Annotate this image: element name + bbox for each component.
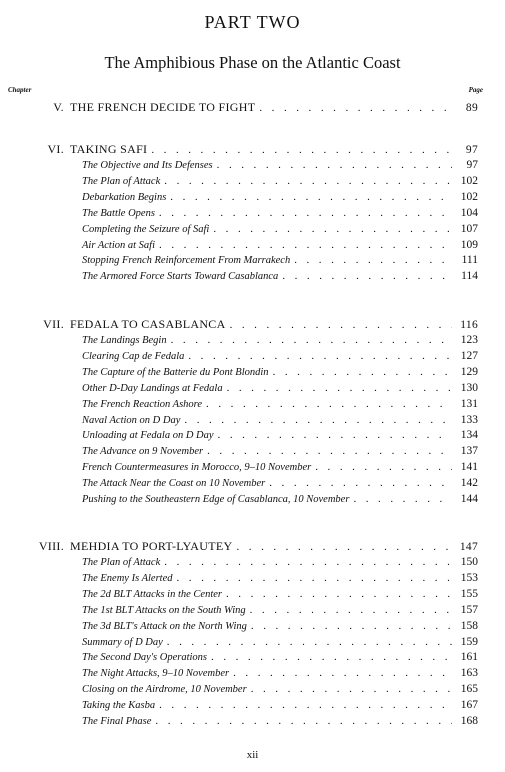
- toc-section-entry: [82, 157, 478, 173]
- toc-section-entry: [82, 221, 478, 237]
- page-number: 109: [460, 238, 478, 251]
- toc-section-entry: [82, 586, 478, 602]
- page-number: 165: [460, 683, 478, 696]
- dot-leader: [159, 237, 452, 253]
- toc-section-entry: [82, 205, 478, 221]
- dot-leader: [282, 268, 452, 284]
- section-title: Pushing to the Southeastern Edge of Casablanca, 10 November: [82, 494, 350, 505]
- dot-leader: [184, 412, 452, 428]
- dot-leader: [206, 396, 452, 412]
- page-number: 155: [460, 587, 478, 600]
- section-title: The Night Attacks, 9–10 November: [82, 668, 230, 680]
- section-title: The Enemy Is Alerted: [82, 572, 173, 584]
- section-title: The 3d BLT's Attack on the North Wing: [82, 620, 247, 632]
- dot-leader: [250, 602, 452, 618]
- section-title: Air Action at Safi: [82, 239, 156, 251]
- section-title: The Armored Force Starts Toward Casablanca: [82, 271, 279, 283]
- toc-chapter-entry: [38, 316, 478, 332]
- page-number: 167: [460, 699, 478, 712]
- dot-leader: [211, 649, 452, 665]
- dot-leader: [259, 100, 452, 116]
- dot-leader: [315, 459, 452, 475]
- page-number: 107: [460, 222, 478, 235]
- page-number: 150: [460, 556, 478, 568]
- section-title: The French Reaction Ashore: [82, 398, 203, 410]
- page-number: 142: [460, 477, 478, 490]
- dot-leader: [353, 491, 452, 507]
- page-number: 158: [460, 619, 478, 632]
- toc-section-entry: [82, 252, 478, 268]
- page-number: 104: [460, 206, 478, 219]
- page-number: 130: [460, 381, 478, 394]
- part-title: PART TWO: [204, 12, 301, 32]
- section-title: Completing the Seizure of Safi: [82, 223, 210, 235]
- section-title: Closing on the Airdrome, 10 November: [82, 684, 247, 696]
- page-number: 157: [460, 603, 478, 616]
- page-column-header: Page: [468, 86, 483, 94]
- page-number: 163: [460, 667, 478, 680]
- toc-section-entry: [82, 665, 478, 681]
- section-title: The Final Phase: [82, 716, 152, 727]
- dot-leader: [233, 665, 452, 681]
- section-title: The Plan of Attack: [82, 175, 161, 187]
- page-number: 137: [460, 445, 478, 458]
- dot-leader: [164, 554, 452, 570]
- page-number: 123: [460, 334, 478, 346]
- dot-leader: [230, 317, 452, 333]
- page-number: 127: [460, 349, 478, 362]
- toc-section-entry: [82, 681, 478, 697]
- page-number: 116: [460, 319, 478, 331]
- section-title: The Landings Begin: [82, 335, 167, 346]
- page-number: 133: [460, 413, 478, 426]
- page-number: 97: [465, 144, 478, 156]
- dot-leader: [227, 380, 452, 396]
- dot-leader: [155, 713, 452, 729]
- toc-chapter-entry: [38, 141, 478, 157]
- section-title: Stopping French Reinforcement From Marrakech: [82, 255, 291, 267]
- page-folio: xii: [246, 749, 259, 761]
- section-title: The Attack Near the Coast on 10 November: [82, 478, 266, 490]
- toc-section-entry: [82, 697, 478, 713]
- toc-section-entry: [82, 491, 478, 507]
- chapter-number: VII.: [43, 317, 64, 331]
- section-title: The Advance on 9 November: [82, 446, 204, 458]
- toc-section-entry: [82, 332, 478, 348]
- toc-section-entry: [82, 173, 478, 189]
- page-number: 134: [460, 429, 478, 442]
- chapter-title: FEDALA TO CASABLANCA: [70, 317, 226, 331]
- dot-leader: [159, 205, 452, 221]
- chapter-column-header: Chapter: [8, 86, 32, 94]
- toc-section-entry: [82, 475, 478, 491]
- dot-leader: [218, 427, 452, 443]
- page-number: 102: [460, 190, 478, 203]
- section-title: Naval Action on D Day: [82, 414, 181, 426]
- section-title: Debarkation Begins: [82, 191, 167, 203]
- section-title: The Capture of the Batterie du Pont Blondin: [82, 366, 269, 378]
- toc-section-entry: [82, 268, 478, 284]
- dot-leader: [188, 348, 452, 364]
- toc-section-entry: [82, 554, 478, 570]
- toc-chapter-entry: [38, 99, 478, 115]
- page-number: 141: [460, 461, 478, 474]
- dot-leader: [159, 697, 452, 713]
- dot-leader: [151, 142, 452, 158]
- toc-section-entry: [82, 380, 478, 396]
- dot-leader: [207, 443, 452, 459]
- toc-section-entry: [82, 348, 478, 364]
- dot-leader: [251, 681, 452, 697]
- section-title: Unloading at Fedala on D Day: [82, 430, 214, 442]
- page-number: 153: [460, 571, 478, 584]
- toc-section-entry: [82, 427, 478, 443]
- page-number: 114: [461, 270, 478, 283]
- page-number: 97: [466, 159, 478, 171]
- dot-leader: [167, 634, 452, 650]
- toc-section-entry: [82, 364, 478, 380]
- toc-section-entry: [82, 634, 478, 650]
- toc-section-entry: [82, 189, 478, 205]
- page-number: 111: [461, 254, 478, 267]
- toc-section-entry: [82, 443, 478, 459]
- page-number: 131: [460, 397, 478, 410]
- dot-leader: [226, 586, 452, 602]
- page-number: 159: [460, 635, 478, 648]
- page-number: 144: [460, 493, 478, 505]
- page-number: 89: [465, 102, 478, 114]
- dot-leader: [294, 252, 452, 268]
- page-number: 147: [459, 541, 478, 553]
- dot-leader: [251, 618, 452, 634]
- chapter-title: MEHDIA TO PORT-LYAUTEY: [70, 539, 233, 553]
- toc-section-entry: [82, 649, 478, 665]
- chapter-number: VIII.: [38, 539, 64, 553]
- toc-section-entry: [82, 713, 478, 729]
- dot-leader: [236, 539, 452, 555]
- toc-section-entry: [82, 237, 478, 253]
- dot-leader: [269, 475, 452, 491]
- toc-section-entry: [82, 618, 478, 634]
- toc-section-entry: [82, 570, 478, 586]
- chapter-title: THE FRENCH DECIDE TO FIGHT: [70, 100, 256, 114]
- dot-leader: [217, 157, 452, 173]
- section-title: Taking the Kasba: [82, 700, 156, 712]
- section-title: The 2d BLT Attacks in the Center: [82, 588, 222, 600]
- toc-section-entry: [82, 412, 478, 428]
- page-number: 161: [460, 651, 478, 664]
- section-title: The 1st BLT Attacks on the South Wing: [82, 604, 246, 616]
- chapter-title: TAKING SAFI: [70, 142, 148, 156]
- page-number: 129: [460, 365, 478, 378]
- chapter-number: V.: [53, 100, 64, 114]
- dot-leader: [171, 332, 452, 348]
- section-title: Summary of D Day: [82, 636, 163, 648]
- dot-leader: [213, 221, 452, 237]
- section-title: The Second Day's Operations: [82, 652, 208, 664]
- part-subtitle: The Amphibious Phase on the Atlantic Coast: [104, 53, 401, 72]
- section-title: The Battle Opens: [82, 207, 155, 219]
- dot-leader: [273, 364, 452, 380]
- toc-chapter-entry: [38, 538, 478, 554]
- toc-section-entry: [82, 396, 478, 412]
- section-title: The Objective and Its Defenses: [82, 160, 213, 171]
- section-title: Other D-Day Landings at Fedala: [82, 382, 223, 394]
- section-title: French Countermeasures in Morocco, 9–10 November: [82, 462, 312, 474]
- dot-leader: [164, 173, 452, 189]
- toc-section-entry: [82, 459, 478, 475]
- section-title: Clearing Cap de Fedala: [82, 350, 185, 362]
- page-number: 102: [460, 174, 478, 187]
- page-number: 168: [460, 715, 478, 727]
- dot-leader: [177, 570, 453, 586]
- toc-section-entry: [82, 602, 478, 618]
- dot-leader: [170, 189, 452, 205]
- chapter-number: VI.: [47, 142, 64, 156]
- section-title: The Plan of Attack: [82, 557, 161, 568]
